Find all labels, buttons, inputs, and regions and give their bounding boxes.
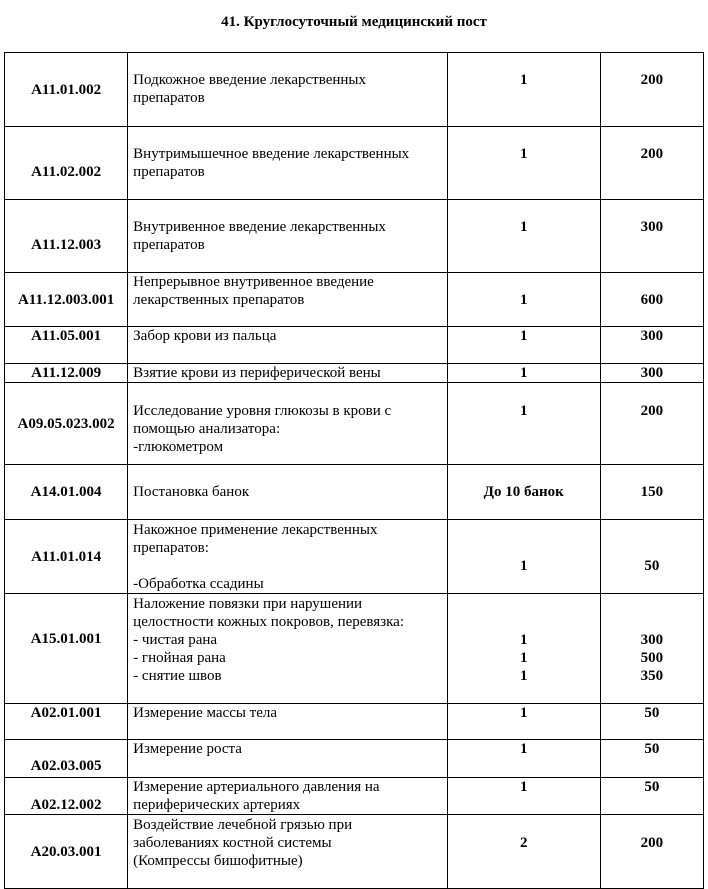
service-quantity: 1 xyxy=(447,364,600,383)
service-quantity: 1 xyxy=(447,383,600,465)
table-row xyxy=(5,53,704,127)
service-name: Воздействие лечебной грязью при заболеваниях костной системы (Компрессы бишофитные) xyxy=(128,815,447,889)
service-name: Подкожное введение лекарственных препаратов xyxy=(128,53,447,127)
service-quantity: 1 xyxy=(447,740,600,778)
service-price: 50 xyxy=(600,740,703,778)
service-code: A20.03.001 xyxy=(5,815,128,889)
service-quantity: 1 xyxy=(447,327,600,364)
service-quantity: 1 xyxy=(447,53,600,127)
service-quantity: 1 xyxy=(447,778,600,815)
service-code: A11.02.002 xyxy=(5,127,128,200)
service-quantity: 1 xyxy=(447,704,600,740)
table-row xyxy=(5,520,704,594)
table-row xyxy=(5,815,704,889)
table-row xyxy=(5,778,704,815)
service-code: A11.12.009 xyxy=(5,364,128,383)
service-quantity: До 10 банок xyxy=(447,465,600,520)
table-row xyxy=(5,364,704,383)
service-code: A14.01.004 xyxy=(5,465,128,520)
page-title: 41. Круглосуточный медицинский пост xyxy=(221,14,487,30)
service-price: 150 xyxy=(600,465,703,520)
table-row xyxy=(5,465,704,520)
service-price: 50 xyxy=(600,704,703,740)
service-code: A02.03.005 xyxy=(5,740,128,778)
service-quantity: 1 xyxy=(447,520,600,594)
service-code: A11.01.014 xyxy=(5,520,128,594)
service-name: Исследование уровня глюкозы в крови с помощью анализатора: -глюкометром xyxy=(128,383,447,465)
service-quantity: 1 1 1 xyxy=(447,594,600,704)
service-price: 200 xyxy=(600,383,703,465)
service-price: 200 xyxy=(600,815,703,889)
service-price: 50 xyxy=(600,778,703,815)
service-code: A11.12.003 xyxy=(5,200,128,273)
service-name: Непрерывное внутривенное введение лекарственных препаратов xyxy=(128,273,447,327)
service-name: Внутривенное введение лекарственных препаратов xyxy=(128,200,447,273)
service-name: Взятие крови из периферической вены xyxy=(128,364,447,383)
table-row xyxy=(5,594,704,704)
service-price: 300 500 350 xyxy=(600,594,703,704)
service-price: 300 xyxy=(600,327,703,364)
service-price: 200 xyxy=(600,53,703,127)
service-name: Наложение повязки при нарушении целостности кожных покровов, перевязка: - чистая рана - гнойная рана - снятие швов xyxy=(128,594,447,704)
service-quantity: 2 xyxy=(447,815,600,889)
service-price: 300 xyxy=(600,364,703,383)
service-code: A09.05.023.002 xyxy=(5,383,128,465)
service-name: Постановка банок xyxy=(128,465,447,520)
table-row xyxy=(5,200,704,273)
service-price: 200 xyxy=(600,127,703,200)
service-name: Забор крови из пальца xyxy=(128,327,447,364)
table-row xyxy=(5,327,704,364)
service-name: Измерение артериального давления на периферических артериях xyxy=(128,778,447,815)
service-quantity: 1 xyxy=(447,127,600,200)
service-name: Измерение роста xyxy=(128,740,447,778)
service-code: A11.05.001 xyxy=(5,327,128,364)
service-code: A11.12.003.001 xyxy=(5,273,128,327)
service-code: A02.01.001 xyxy=(5,704,128,740)
price-table xyxy=(4,52,704,889)
table-row xyxy=(5,273,704,327)
service-price: 300 xyxy=(600,200,703,273)
service-quantity: 1 xyxy=(447,200,600,273)
service-price: 50 xyxy=(600,520,703,594)
table-row xyxy=(5,740,704,778)
service-quantity: 1 xyxy=(447,273,600,327)
service-name: Внутримышечное введение лекарственных препаратов xyxy=(128,127,447,200)
table-row xyxy=(5,383,704,465)
table-row xyxy=(5,127,704,200)
service-code: A11.01.002 xyxy=(5,53,128,127)
service-code: A15.01.001 xyxy=(5,594,128,704)
service-name: Измерение массы тела xyxy=(128,704,447,740)
service-code: A02.12.002 xyxy=(5,778,128,815)
service-name: Накожное применение лекарственных препаратов: -Обработка ссадины xyxy=(128,520,447,594)
service-price: 600 xyxy=(600,273,703,327)
table-row xyxy=(5,704,704,740)
